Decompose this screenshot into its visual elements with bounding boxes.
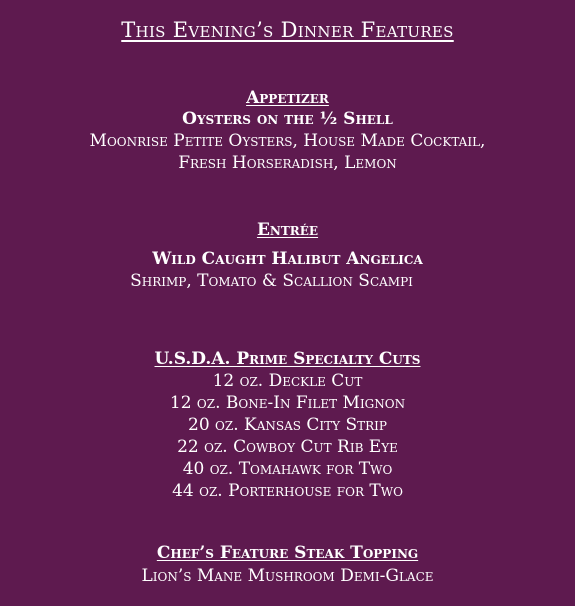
- cut-item: 40 oz. Tomahawk for Two: [182, 459, 393, 479]
- appetizer-desc-line2: Fresh Horseradish, Lemon: [178, 153, 397, 173]
- appetizer-desc-line1: Moonrise Petite Oysters, House Made Cocktail,: [89, 131, 486, 151]
- cut-item: 20 oz. Kansas City Strip: [188, 415, 387, 435]
- topping-heading: Chef’s Feature Steak Topping: [156, 543, 419, 563]
- entree-dish: Wild Caught Halibut Angelica: [152, 249, 423, 269]
- cuts-heading: U.S.D.A. Prime Specialty Cuts: [154, 349, 421, 369]
- cut-item: 12 oz. Deckle Cut: [212, 371, 363, 391]
- page-title: This Evening’s Dinner Features: [121, 18, 454, 42]
- entree-desc: Shrimp, Tomato & Scallion Scampi: [130, 271, 413, 291]
- topping-desc: Lion’s Mane Mushroom Demi-Glace: [141, 566, 434, 586]
- appetizer-heading: Appetizer: [246, 88, 329, 108]
- appetizer-dish: Oysters on the ½ Shell: [182, 109, 393, 129]
- cut-item: 44 oz. Porterhouse for Two: [172, 481, 403, 501]
- entree-heading: Entrée: [256, 220, 319, 240]
- cut-item: 22 oz. Cowboy Cut Rib Eye: [177, 437, 398, 457]
- cut-item: 12 oz. Bone-In Filet Mignon: [169, 393, 406, 413]
